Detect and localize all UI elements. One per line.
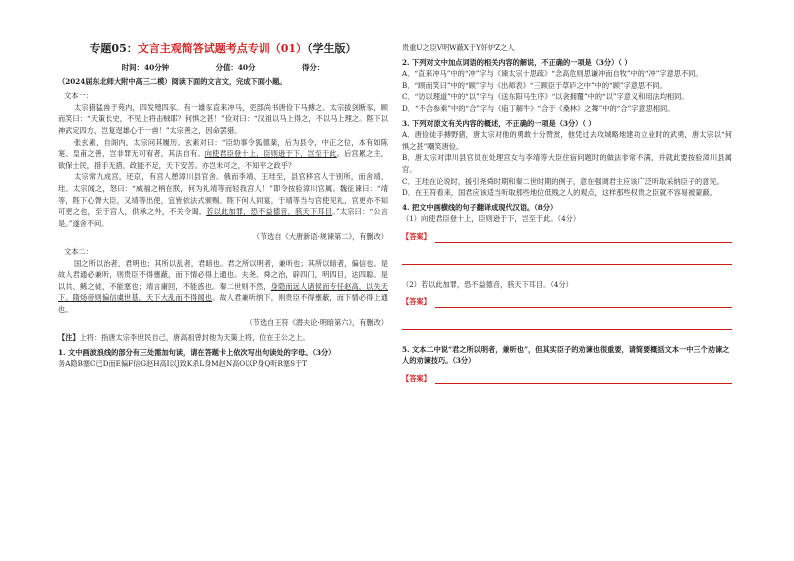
question-3-option-d: D．在王符看来，国君应该适当听取那些地位低贱之人的观点，这样那些权贵之臣就不容易被蒙蔽。 — [402, 188, 717, 198]
question-3: 3. 下列对原文有关内容的概述，不正确的一项是（3分）（ ） — [402, 118, 596, 128]
title-prefix: 专题05： — [89, 42, 138, 55]
question-3-option-a: A．唐俭徒手搏野猪，唐太宗对他的勇敢十分赞赏，他凭过去攻城略地建功立业时的武勇，唐太宗以“何惧之甚”嘲笑唐俭。 — [402, 130, 732, 151]
text2-label: 文本二： — [64, 246, 93, 256]
question-4-part-2: （2）若以此加罪，恐不益德音，骇天下耳目。（4分） — [402, 279, 573, 289]
question-4: 4. 把文中画横线的句子翻译成现代汉语。（8分） — [402, 202, 558, 212]
annotation-note: 【注】上将：指唐太宗李世民自己，唐高祖曾封他为天策上将，位在王公之上。 — [58, 333, 310, 343]
wavy-line-part-2: 专任赵高，以失天下。隋炀帝则偏信虞世基，天下大乱而不得闻也 — [58, 281, 388, 303]
text1-paragraph-3: 太宗常九成宫，还京，有宫人憩漳川县官舍。俄而李靖、王珪至，县官移宫人于别所，而舍靖、珪。太宗闻之，怒曰：“威福之柄在朕，何为礼靖等而轻我宫人！”即令按验漳川官属。魏征谏曰：“靖等，陛下心膂大臣，又靖等出使，宜皆依法式颁赐。陛下何人同宴，于靖等当与宫使见礼，官更亦不知可更之也，至于宫人，供承之外，不关令谒。若以此加罪，恐不益德音，骇天下耳目。”太宗曰：“公言是。”遂舍不问。 — [58, 172, 388, 228]
answer-label: 【答案】 — [402, 231, 431, 241]
title-suffix: （学生版） — [307, 42, 357, 55]
text1-paragraph-1: 太宗猎猛兽于苑内，四发殪四豕。有一雄豕直来冲马，吏部尚书唐俭下马搏之。太宗拔剑断豕，顾而笑曰：“天策长史，不见上将击贼耶？何惧之甚！”俭对曰：“汉祖以马上得之，不以马上理之。陛下以神武定四方，岂复逞雄心于一兽！”太宗善之，因命罢猎。 — [58, 102, 388, 135]
answer-rule — [435, 375, 732, 384]
title-main: 文言主观简答试题考点专训（01） — [137, 42, 308, 55]
underlined-sentence-1: 向使君臣登十上，臣则逊于下，岂至于此 — [204, 149, 337, 159]
total-score: 分值：40分 — [215, 63, 256, 72]
question-2: 2. 下列对文中加点词语的相关内容的解说，不正确的一项是（3分）（ ） — [402, 57, 632, 67]
underlined-sentence-2: 若以此加罪，恐不益德音，骇天下耳目 — [206, 207, 333, 217]
question-2-option-b: B．“顾而笑曰”中的“顾”字与《出师表》“三顾臣于草庐之中”中的“顾”字意思不同。 — [402, 80, 667, 90]
right-column — [402, 42, 732, 394]
question-5: 5. 文本二中说“君之所以明者，兼听也”，但其实臣子的劝谏也很重要，请简要概括文本一中三个劝谏之人的劝谏技巧。（3分） — [402, 344, 730, 366]
left-column — [58, 42, 388, 370]
text2-source: （节选自王符《潜夫论·明暗第六》，有删改） — [245, 318, 388, 328]
question-3-option-c: C．王珪在论说时，援引尧舜时期和秦二世时期的例子，意在强调君主应该广泛听取采纳臣子的意见。 — [402, 176, 724, 186]
text1-source: （节选自《大唐新语·规谏第二》，有删改） — [252, 232, 388, 242]
question-2-option-c: C．“访以理道”中的“以”字与《送东阳马生序》“以衾拥覆”中的“以”字意义和用法均相同。 — [402, 92, 689, 102]
answer-rule-extra[interactable] — [402, 253, 732, 265]
answer-rule — [435, 299, 732, 308]
answer-line-q5[interactable] — [402, 373, 732, 385]
exam-meta — [58, 62, 388, 74]
question-4-part-1: （1）向使君臣登十上，臣则逊于下，岂至于此。（4分） — [402, 214, 581, 224]
question-2-option-d: D．“不合参乘”中的“合”字与《庖丁解牛》“合于《桑林》之舞”中的“合”字意思相同。 — [402, 103, 675, 113]
answer-rule — [435, 234, 732, 243]
wavy-line-part-1: 身隐而远人诸侯而 — [270, 281, 330, 291]
answer-label: 【答案】 — [402, 373, 431, 383]
answer-line-q4-2[interactable] — [402, 296, 732, 308]
text1-label: 文本一： — [64, 91, 93, 101]
text2-paragraph-1: 国之所以治者，君明也；其所以乱者，君暗也。君之所以明者，兼听也；其所以暗者，偏信也。是故人君通必兼听，则贵臣不得壅蔽，而下情必得上通也。夫尧、舜之治，辟四门，明四目，达四聪。是以共、鲧之徒，不能塞也；靖言庸回，不能惑也。秦二世则不然，身隐而远人诸侯而专任赵高，以失天下。隋炀帝则偏信虞世基，天下大乱而不得闻也。故人君兼听纳下，则贵臣不得壅蔽，而下情必得上通也。 — [58, 258, 388, 314]
question-1: 1. 文中画波浪线的部分有三处需加句读，请在答题卡上依次写出句读处的字母。（3分） — [58, 347, 336, 357]
time-limit: 时间：40分钟 — [121, 63, 170, 72]
page-title — [58, 42, 388, 56]
score-got: 得分： — [302, 63, 325, 72]
answer-rule-extra[interactable] — [402, 318, 732, 330]
answer-line-q4-1[interactable] — [402, 231, 732, 243]
reading-intro: （2024届东北师大附中高三二模）阅读下面的文言文，完成下面小题。 — [58, 76, 287, 86]
question-2-option-a: A．“直来冲马”中的“冲”字与《谏太宗十思疏》“念高危则思谦冲而自牧”中的“冲”字意思不同。 — [402, 69, 703, 79]
question-1-letters: 务A隐B塞C已D而E偏F信G赵H高I以J致K杀L身M赵N高O以P身Q听R塞S于T — [58, 359, 307, 369]
answer-label: 【答案】 — [402, 297, 431, 307]
text1-paragraph-2: 张玄素，自阁内，太宗问其履历。玄素对曰：“臣幼事令狐德棻，后为县令，中正之位，本有如陈寔、皇甫之善，岂非罪无可宥者，其法自有。向使君臣登十上，臣则逊于下，岂至于此。后宫累之主，欲保士民，措手无措，政能不足，天下安苦。亦岂未可之，不知平之政乎？ — [58, 137, 388, 170]
question-1-letters-cont: 贵重U之臣V明W蔽X于Y奸炉Z之人 — [402, 43, 515, 52]
question-3-option-b: B．唐太宗对津川县官员在处理宫女与李靖等大臣住宿问题时的做法非常不满，并就此要按验漳川县属官。 — [402, 153, 732, 174]
